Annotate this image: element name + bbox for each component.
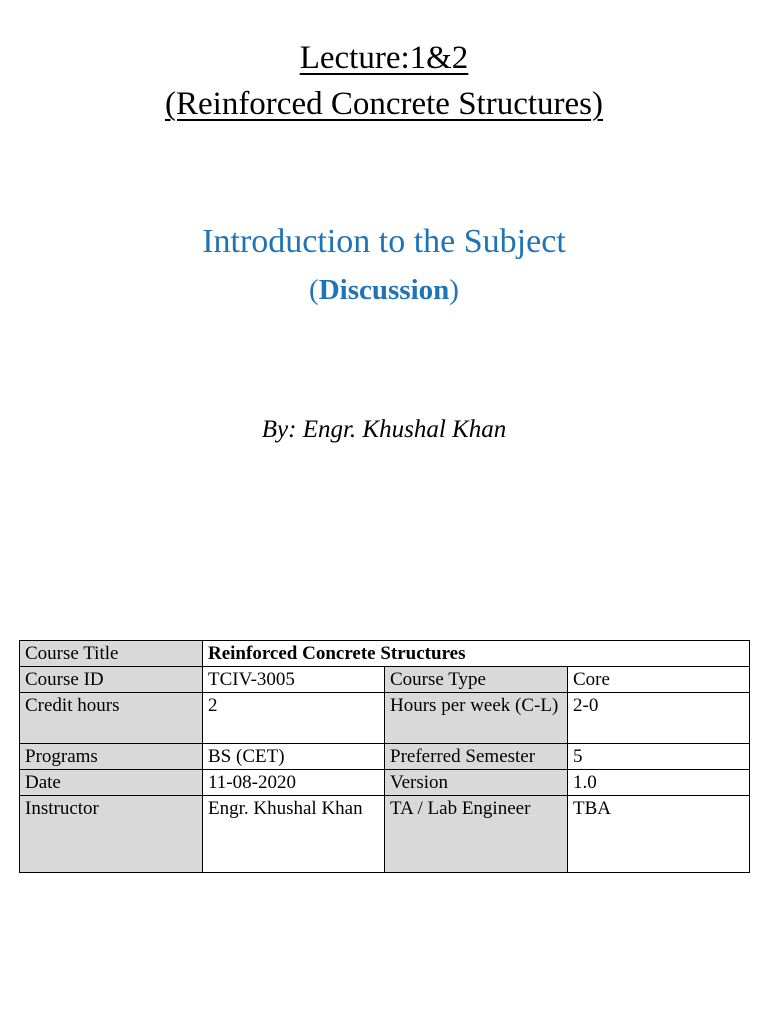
date-label: Date — [20, 770, 203, 796]
credit-hours-value: 2 — [203, 693, 385, 744]
version-label: Version — [385, 770, 568, 796]
ta-value: TBA — [568, 796, 750, 873]
hours-per-week-value: 2-0 — [568, 693, 750, 744]
table-row-programs — [20, 744, 750, 770]
credit-hours-label: Credit hours — [20, 693, 203, 744]
table-row-course-title — [20, 641, 750, 667]
table-row-instructor — [20, 796, 750, 873]
course-id-value: TCIV-3005 — [203, 667, 385, 693]
programs-value: BS (CET) — [203, 744, 385, 770]
lecture-title — [0, 38, 768, 78]
subject-sub-open: ( — [309, 274, 319, 306]
ta-label: TA / Lab Engineer — [385, 796, 568, 873]
course-title-label: Course Title — [20, 641, 203, 667]
course-info-table — [19, 640, 750, 873]
table-row-course-id — [20, 667, 750, 693]
programs-label: Programs — [20, 744, 203, 770]
course-type-value: Core — [568, 667, 750, 693]
preferred-semester-value: 5 — [568, 744, 750, 770]
hours-per-week-label: Hours per week (C-L) — [385, 693, 568, 744]
subject-heading: Introduction to the Subject — [202, 223, 566, 260]
preferred-semester-label: Preferred Semester — [385, 744, 568, 770]
course-type-label: Course Type — [385, 667, 568, 693]
subject-sub-bold: Discussion — [318, 274, 450, 306]
course-title-heading-text: (Reinforced Concrete Structures) — [165, 86, 603, 122]
course-title-heading — [0, 84, 768, 124]
course-id-label: Course ID — [20, 667, 203, 693]
date-value: 11-08-2020 — [203, 770, 385, 796]
instructor-label: Instructor — [20, 796, 203, 873]
subject-sub-close: ) — [449, 274, 459, 306]
subject-subheading — [0, 272, 768, 308]
table-row-date — [20, 770, 750, 796]
course-title-value: Reinforced Concrete Structures — [203, 641, 750, 667]
author-byline: By: Engr. Khushal Khan — [261, 416, 507, 443]
instructor-value: Engr. Khushal Khan — [203, 796, 385, 873]
table-row-credit-hours — [20, 693, 750, 744]
lecture-title-text: Lecture:1&2 — [299, 40, 469, 76]
version-value: 1.0 — [568, 770, 750, 796]
